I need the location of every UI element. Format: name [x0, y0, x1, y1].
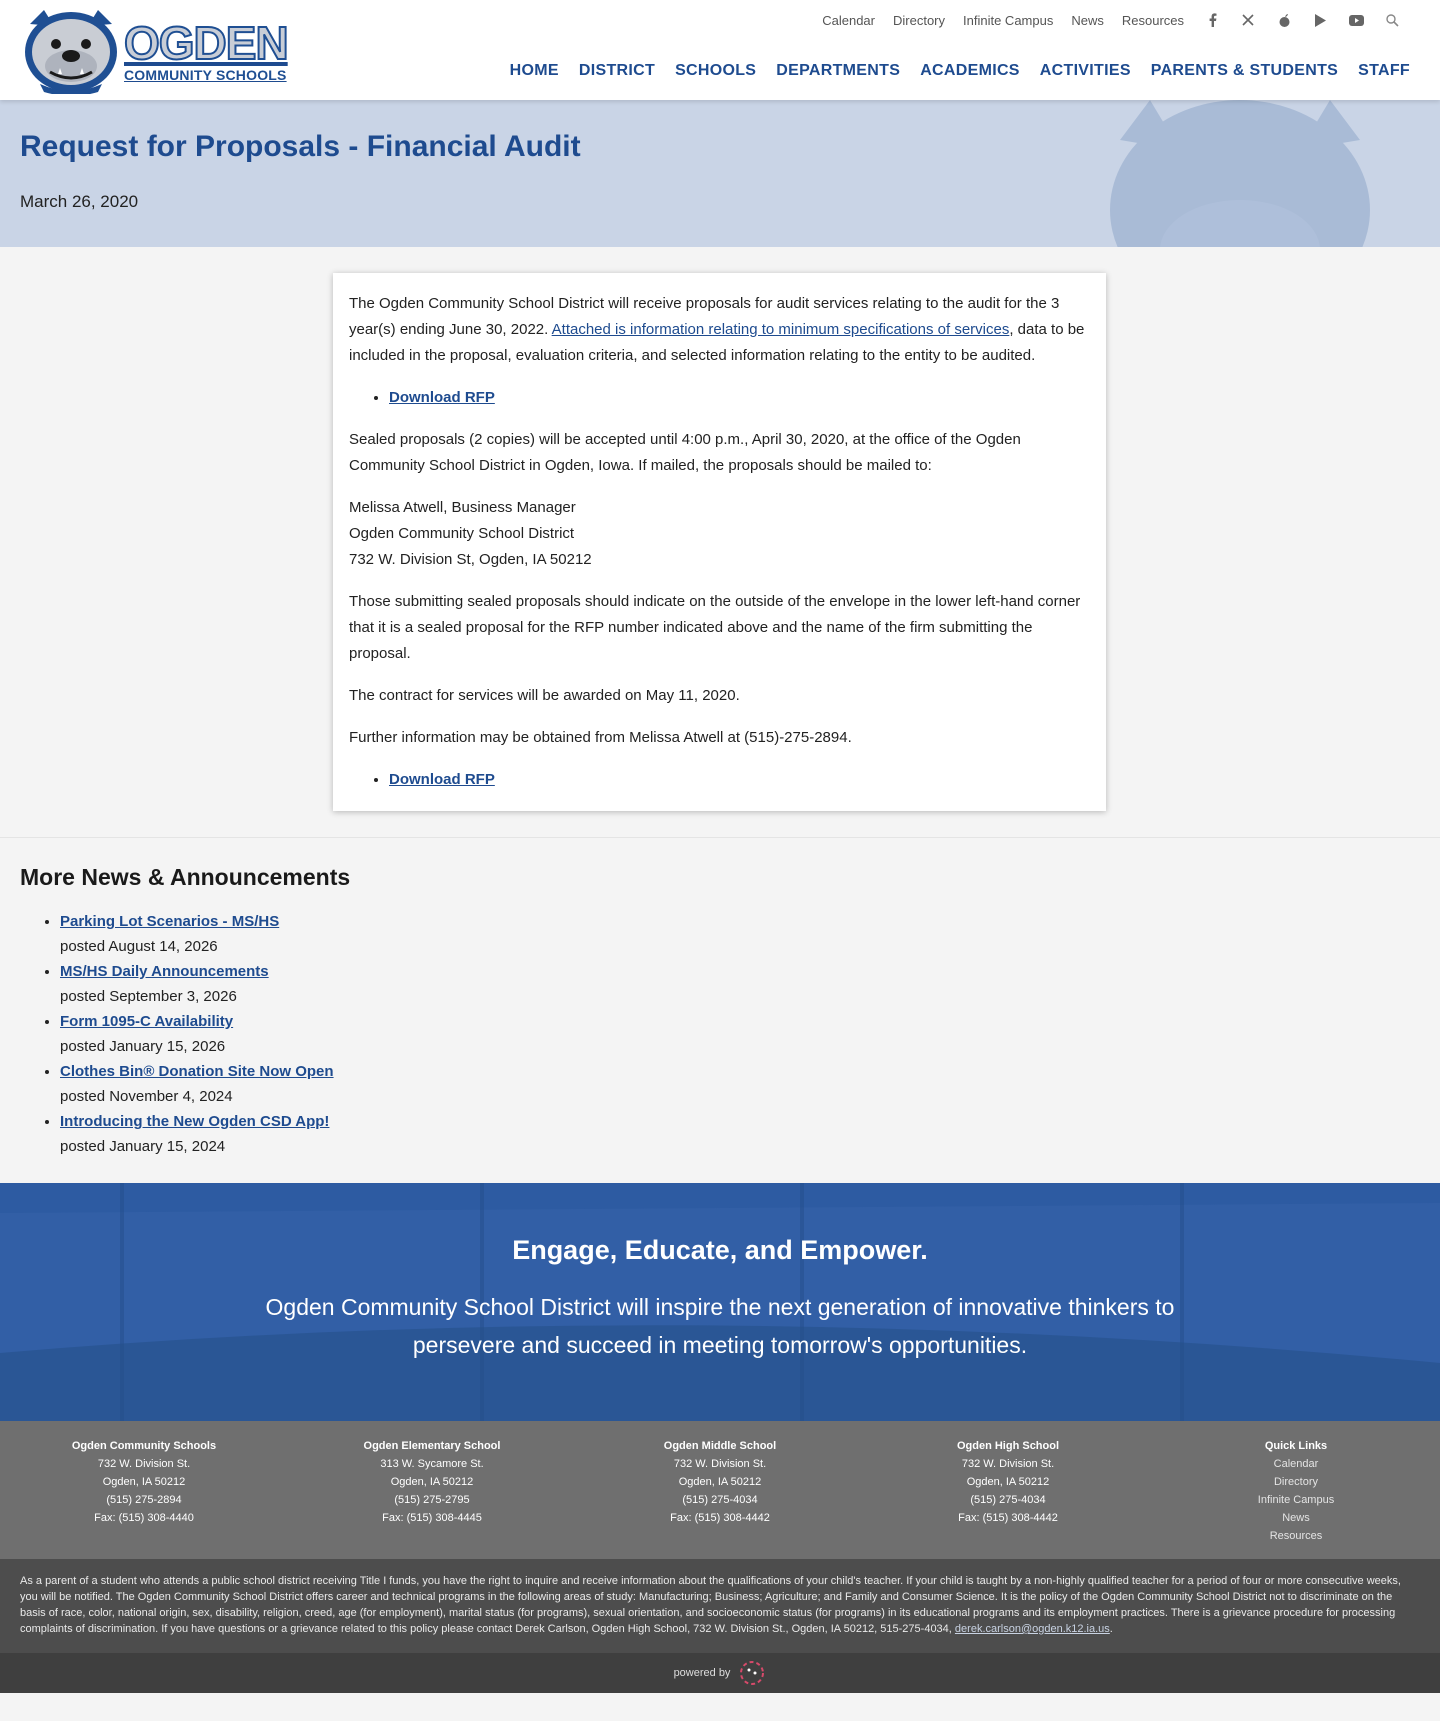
- mission-banner: [0, 1183, 1440, 1421]
- footer-school-middle: [620, 1437, 820, 1559]
- more-news-section: [0, 838, 1440, 1183]
- search-icon[interactable]: [1384, 12, 1400, 28]
- news-posted-date: posted January 15, 2024: [60, 1138, 226, 1155]
- news-posted-date: posted September 3, 2026: [60, 988, 237, 1005]
- specifications-link[interactable]: Attached is information relating to minimum specifications of services: [551, 321, 1010, 338]
- nav-academics[interactable]: ACADEMICS: [920, 62, 1020, 79]
- google-play-icon[interactable]: [1312, 12, 1328, 28]
- footer-fax: Fax: (515) 308-4442: [670, 1512, 770, 1524]
- utility-link-infinite-campus[interactable]: Infinite Campus: [963, 12, 1054, 28]
- footer-fax: Fax: (515) 308-4445: [382, 1512, 482, 1524]
- news-item: [60, 909, 1420, 959]
- footer-phone: (515) 275-2795: [394, 1494, 470, 1506]
- footer-school-high: [908, 1437, 1108, 1559]
- footer-fax: Fax: (515) 308-4442: [958, 1512, 1058, 1524]
- nav-parents-students[interactable]: PARENTS & STUDENTS: [1150, 62, 1339, 79]
- footer-phone: (515) 275-4034: [970, 1494, 1046, 1506]
- article-paragraph-award-date: The contract for services will be awarded on May 11, 2020.: [349, 687, 740, 704]
- logo-wordmark: OGDEN: [124, 17, 288, 69]
- footer-legal-notice: [0, 1559, 1440, 1653]
- article-paragraph-intro: [349, 291, 1090, 369]
- page-title: Request for Proposals - Financial Audit: [20, 130, 581, 163]
- quick-link-resources[interactable]: Resources: [1269, 1530, 1323, 1542]
- site-header: [0, 0, 1440, 100]
- download-list-bottom: [389, 767, 1090, 793]
- footer-city: Ogden, IA 50212: [102, 1476, 186, 1488]
- nav-district[interactable]: DISTRICT: [578, 62, 656, 79]
- article-paragraph-instructions: Those submitting sealed proposals should indicate on the outside of the envelope in the lower left-hand corner that it is a sealed proposal for the RFP number indicated above and the name of the firm submitting the proposal.: [349, 593, 1081, 662]
- bulldog-mascot-icon: [20, 6, 122, 94]
- news-link[interactable]: Form 1095-C Availability: [60, 1013, 234, 1030]
- utility-link-news[interactable]: News: [1071, 12, 1104, 28]
- nav-departments[interactable]: DEPARTMENTS: [776, 62, 901, 79]
- quick-link-directory[interactable]: Directory: [1273, 1476, 1318, 1488]
- nav-home[interactable]: HOME: [509, 62, 559, 79]
- news-link[interactable]: MS/HS Daily Announcements: [60, 963, 269, 980]
- address-line: Melissa Atwell, Business Manager: [349, 499, 576, 516]
- utility-link-directory[interactable]: Directory: [893, 12, 946, 28]
- footer-school-name: Ogden Middle School: [663, 1440, 777, 1452]
- youtube-icon[interactable]: [1348, 12, 1364, 28]
- x-twitter-icon[interactable]: [1240, 12, 1256, 28]
- footer-address: 732 W. Division St.: [961, 1458, 1055, 1470]
- mission-title: Engage, Educate, and Empower.: [512, 1235, 928, 1265]
- news-list: [60, 909, 1420, 1159]
- article-card: [333, 273, 1106, 811]
- list-item: [389, 767, 1090, 793]
- footer-quick-links: [1196, 1437, 1396, 1559]
- intro-text-end: , data to be included in the proposal, evaluation criteria, and selected information relating to the entity to be audited.: [349, 321, 1085, 364]
- address-line: Ogden Community School District: [349, 525, 575, 542]
- utility-link-calendar[interactable]: Calendar: [822, 12, 875, 28]
- powered-by-label: powered by: [673, 1667, 731, 1679]
- footer-school-name: Ogden Community Schools: [71, 1440, 217, 1452]
- quick-link-news[interactable]: News: [1282, 1512, 1310, 1524]
- footer-school-district: [44, 1437, 244, 1559]
- nav-activities[interactable]: ACTIVITIES: [1039, 62, 1131, 79]
- news-item: [60, 1059, 1420, 1109]
- apple-icon[interactable]: [1276, 12, 1292, 28]
- quick-links-title: Quick Links: [1264, 1440, 1328, 1452]
- footer-city: Ogden, IA 50212: [390, 1476, 474, 1488]
- footer-fax: Fax: (515) 308-4440: [94, 1512, 194, 1524]
- news-link[interactable]: Parking Lot Scenarios - MS/HS: [60, 913, 280, 930]
- nav-schools[interactable]: SCHOOLS: [675, 62, 757, 79]
- footer-school-elementary: [332, 1437, 532, 1559]
- district-logo[interactable]: [20, 6, 288, 94]
- logo-subtitle: COMMUNITY SCHOOLS: [124, 67, 287, 83]
- article-paragraph-deadline: Sealed proposals (2 copies) will be accepted until 4:00 p.m., April 30, 2020, at the office of the Ogden Community School District in Ogden, Iowa. If mailed, the proposals should be mailed to:: [349, 431, 1021, 474]
- legal-email-link[interactable]: derek.carlson@ogden.k12.ia.us: [954, 1623, 1110, 1635]
- intro-text-start: The Ogden Community School District will receive proposals for audit services relating to the audit for the 3 year(s) ending June 30, 2022.: [349, 295, 1060, 338]
- article-paragraph-contact: Further information may be obtained from Melissa Atwell at (515)-275-2894.: [349, 729, 852, 746]
- page-banner: [0, 100, 1440, 247]
- footer-school-name: Ogden High School: [956, 1440, 1060, 1452]
- footer-columns: [0, 1421, 1440, 1559]
- main-nav: [490, 62, 1410, 80]
- news-item: [60, 959, 1420, 1009]
- footer-phone: (515) 275-4034: [682, 1494, 758, 1506]
- post-date: March 26, 2020: [20, 192, 139, 211]
- footer-address: 732 W. Division St.: [673, 1458, 767, 1470]
- news-item: [60, 1009, 1420, 1059]
- download-rfp-link[interactable]: Download RFP: [389, 771, 495, 788]
- news-link[interactable]: Introducing the New Ogden CSD App!: [60, 1113, 330, 1130]
- news-posted-date: posted August 14, 2026: [60, 938, 218, 955]
- mission-statement: Ogden Community School District will inspire the next generation of innovative thinkers to persevere and succeed in meeting tomorrow's opportunities.: [265, 1294, 1175, 1358]
- news-item: [60, 1109, 1420, 1159]
- download-rfp-link[interactable]: Download RFP: [389, 389, 495, 406]
- site-footer: [0, 1421, 1440, 1693]
- footer-phone: (515) 275-2894: [106, 1494, 182, 1506]
- footer-school-name: Ogden Elementary School: [363, 1440, 501, 1452]
- footer-city: Ogden, IA 50212: [966, 1476, 1050, 1488]
- facebook-icon[interactable]: [1204, 12, 1220, 28]
- utility-nav: [804, 12, 1400, 28]
- legal-text: As a parent of a student who attends a public school district receiving Title I funds, you have the right to inquire and receive information about the qualifications of your child's teacher. If your child is taught by a non-highly qualified teacher for a period of four or more consecutive weeks, you will be notified. The Ogden Community School District offers career and technical programs in the following areas of study: Manufacturing; Business; Agriculture; and Family and Consumer Science. It is the policy of the Ogden Community School District not to discriminate on the basis of race, color, national origin, sex, disability, religion, creed, age (for employment), marital status (for programs), sexual orientation, and socioeconomic status (for programs) in its educational programs and its employment practices. There is a grievance procedure for processing complaints of discrimination. If you have questions or a grievance related to this policy please contact Derek Carlson, Ogden High School, 732 W. Division St., Ogden, IA 50212, 515-275-4034,: [20, 1575, 1401, 1635]
- list-item: [389, 385, 1090, 411]
- footer-address: 732 W. Division St.: [97, 1458, 191, 1470]
- more-news-heading: More News & Announcements: [20, 864, 351, 890]
- mailing-address: [349, 495, 1090, 573]
- quick-link-calendar[interactable]: Calendar: [1273, 1458, 1319, 1470]
- utility-link-resources[interactable]: Resources: [1121, 12, 1184, 28]
- news-posted-date: posted November 4, 2024: [60, 1088, 233, 1105]
- legal-end: .: [1109, 1623, 1113, 1635]
- quick-link-infinite-campus[interactable]: Infinite Campus: [1257, 1494, 1335, 1506]
- vendor-logo-icon[interactable]: [738, 1659, 766, 1687]
- content-area: [0, 247, 1440, 838]
- powered-by-bar: [0, 1653, 1440, 1693]
- nav-staff[interactable]: STAFF: [1358, 62, 1410, 79]
- footer-city: Ogden, IA 50212: [678, 1476, 762, 1488]
- footer-address: 313 W. Sycamore St.: [380, 1458, 484, 1470]
- address-line: 732 W. Division St, Ogden, IA 50212: [349, 551, 592, 568]
- news-posted-date: posted January 15, 2026: [60, 1038, 226, 1055]
- download-list-top: [389, 385, 1090, 411]
- news-link[interactable]: Clothes Bin® Donation Site Now Open: [60, 1063, 334, 1080]
- bulldog-watermark-icon: [1080, 100, 1400, 247]
